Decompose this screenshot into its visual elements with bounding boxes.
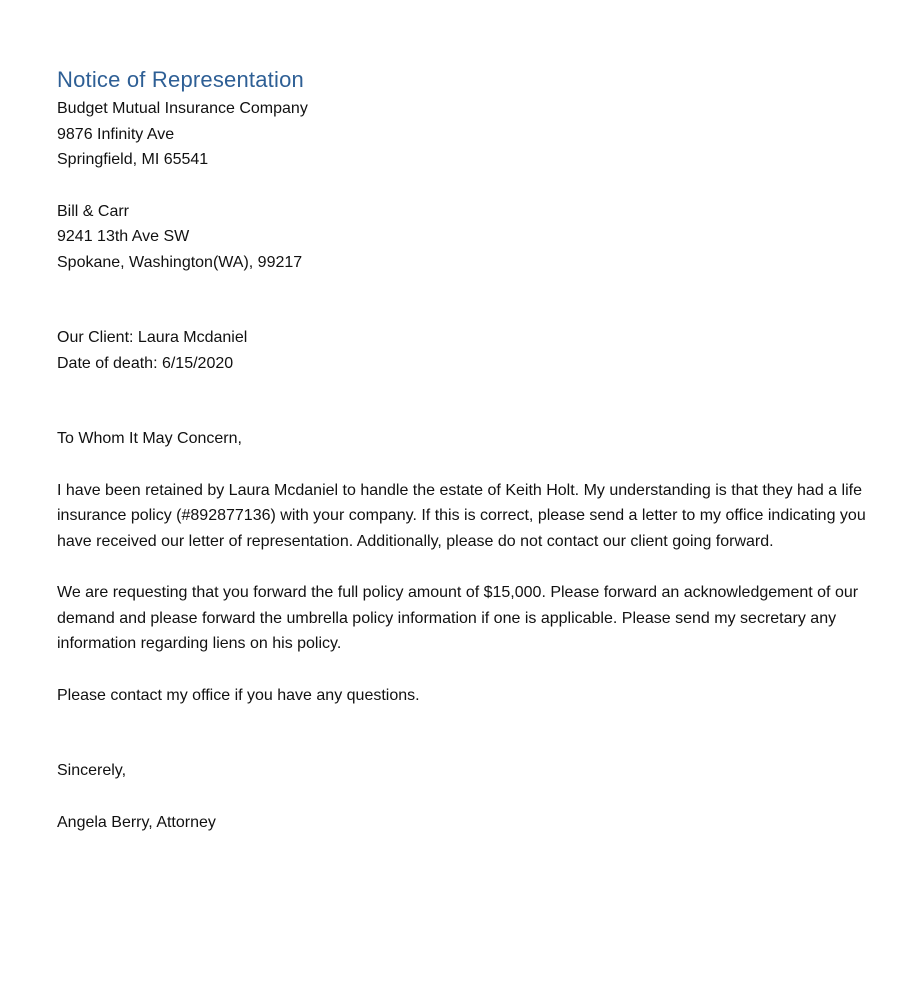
document-title: Notice of Representation — [57, 67, 304, 92]
letter-page — [57, 66, 867, 835]
spacer — [57, 275, 867, 325]
date-of-death-line: Date of death: 6/15/2020 — [57, 354, 234, 372]
signature: Angela Berry, Attorney — [57, 813, 216, 831]
spacer — [57, 657, 867, 683]
spacer — [57, 554, 867, 580]
salutation: To Whom It May Concern, — [57, 430, 242, 447]
spacer — [57, 708, 867, 758]
recipient-name: Budget Mutual Insurance Company — [57, 100, 308, 117]
body-paragraph-1: I have been retained by Laura Mcdaniel to handle the estate of Keith Holt. My understanding is that they had a life insurance policy (#892877136) with your company. If this is correct, please send a letter to my office indicating you have received our letter of representation. Additionally, please do not contact our client going forward. — [57, 481, 866, 550]
sender-city-state-zip: Spokane, Washington(WA), 99217 — [57, 253, 303, 271]
sender-street: 9241 13th Ave SW — [57, 228, 190, 245]
body-paragraph-2: We are requesting that you forward the full policy amount of $15,000. Please forward an acknowledgement of our demand and please forward the umbrella policy information if one is applicable. Please send my secretary any information regarding liens on his policy. — [57, 584, 859, 652]
client-line: Our Client: Laura Mcdaniel — [57, 329, 248, 346]
recipient-city-state-zip: Springfield, MI 65541 — [57, 151, 209, 168]
client-info — [57, 325, 867, 376]
recipient-street: 9876 Infinity Ave — [57, 125, 175, 143]
spacer — [57, 376, 867, 426]
spacer — [57, 784, 867, 810]
recipient-address — [57, 96, 867, 173]
spacer — [57, 452, 867, 478]
closing: Sincerely, — [57, 762, 127, 779]
sender-name: Bill & Carr — [57, 202, 130, 220]
sender-address — [57, 199, 867, 276]
spacer — [57, 173, 867, 199]
body-paragraph-3: Please contact my office if you have any questions. — [57, 686, 420, 704]
